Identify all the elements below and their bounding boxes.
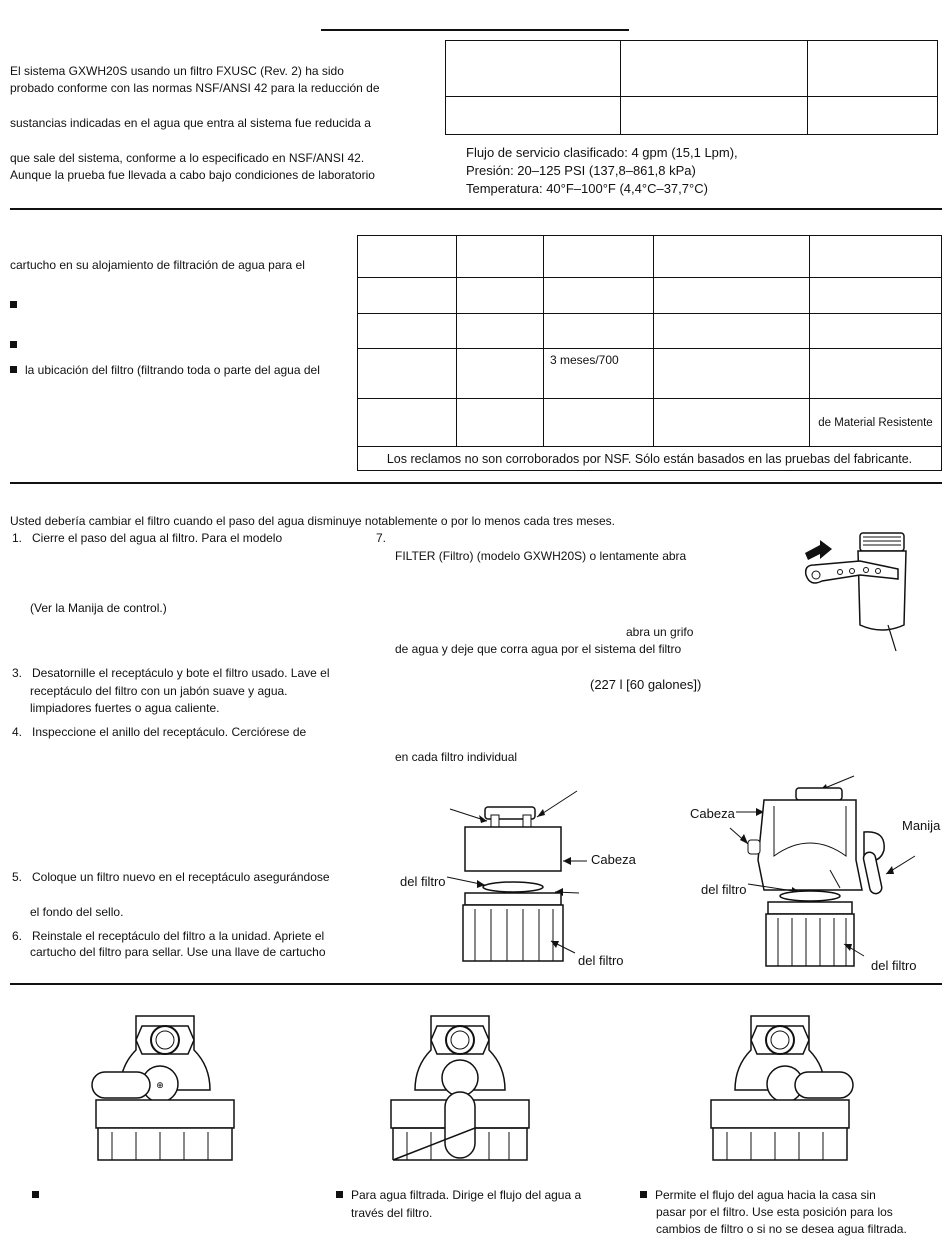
step-6 xyxy=(12,929,324,944)
intro-line-3: sustancias indicadas en el agua que entra al sistema fue reducida a xyxy=(10,116,371,130)
bullet-3-text: la ubicación del filtro (filtrando toda o parte del agua del xyxy=(25,363,320,377)
bullet-3 xyxy=(10,363,320,378)
handle-filter-illustration xyxy=(385,1010,535,1162)
divider-1 xyxy=(10,208,942,210)
step-6-num: 6. xyxy=(12,929,23,943)
handle-off-illustration xyxy=(90,1010,240,1162)
step-7-a: FILTER (Filtro) (modelo GXWH20S) o lentamente abra xyxy=(395,549,687,563)
label-cabeza-right: Cabeza xyxy=(690,806,735,821)
step-7-b: abra un grifo xyxy=(626,625,694,639)
step-6-line-2: cartucho del filtro para sellar. Use una llave de cartucho xyxy=(30,945,326,959)
intro-line-4: que sale del sistema, conforme a lo especificado en NSF/ANSI 42. xyxy=(10,151,365,165)
service-pressure: Presión: 20–125 PSI (137,8–861,8 kPa) xyxy=(466,163,696,178)
step-5-text: Coloque un filtro nuevo en el receptáculo asegurándose xyxy=(32,870,330,884)
step-5-num: 5. xyxy=(12,870,23,884)
reduction-table xyxy=(445,40,938,135)
divider-3 xyxy=(10,983,942,985)
handle-filter-desc xyxy=(336,1188,581,1203)
step-3-line-1: Desatornille el receptáculo y bote el filtro usado. Lave el xyxy=(32,666,330,680)
handle-filter-line-2: través del filtro. xyxy=(351,1206,433,1220)
step-4-num: 4. xyxy=(12,725,23,739)
intro-line-2: probado conforme con las normas NSF/ANSI 42 para la reducción de xyxy=(10,81,380,95)
handle-bypass-line-3: cambios de filtro o si no se desea agua filtrada. xyxy=(656,1222,907,1236)
svg-text:⊕: ⊕ xyxy=(156,1081,164,1091)
cell-months: 3 meses/700 xyxy=(550,353,619,367)
step-1-text: Cierre el paso del agua al filtro. Para el modelo xyxy=(32,531,283,545)
step-7-d: (227 l [60 galones]) xyxy=(590,677,702,692)
label-del-filtro-left-top: del filtro xyxy=(400,874,446,889)
intro-line-1: El sistema GXWH20S usando un filtro FXUSC (Rev. 2) ha sido xyxy=(10,64,344,78)
bullet-1 xyxy=(10,298,25,313)
filter-assembly-illustration xyxy=(690,770,950,970)
step-1-num: 1. xyxy=(12,531,23,545)
label-del-filtro-right-bottom: del filtro xyxy=(871,958,917,973)
step-3-num: 3. xyxy=(12,666,23,680)
step-7-e: en cada filtro individual xyxy=(395,750,518,764)
step-1 xyxy=(12,531,282,546)
replace-intro: Usted debería cambiar el filtro cuando el paso del agua disminuye notablemente o por lo menos cada tres meses. xyxy=(10,514,616,528)
intro-line-5: Aunque la prueba fue llevada a cabo bajo condiciones de laboratorio xyxy=(10,168,375,182)
bullet-2 xyxy=(10,338,25,353)
step-5-b: el fondo del sello. xyxy=(30,905,124,919)
label-del-filtro-left-bottom: del filtro xyxy=(578,953,624,968)
step-3-line-3: limpiadores fuertes o agua caliente. xyxy=(30,701,220,715)
cartridge-line: cartucho en su alojamiento de filtración de agua para el xyxy=(10,258,305,272)
cell-material: de Material Resistente xyxy=(818,416,933,429)
step-3 xyxy=(12,666,330,681)
nsf-note: Los reclamos no son corroborados por NSF. Sólo están basados en las pruebas del fabricante. xyxy=(386,451,913,466)
divider-2 xyxy=(10,482,942,484)
handle-off-bullet xyxy=(32,1188,47,1203)
handle-filter-line-1: Para agua filtrada. Dirige el flujo del agua a xyxy=(351,1188,582,1202)
step-4 xyxy=(12,725,306,740)
label-cabeza-left: Cabeza xyxy=(591,852,636,867)
step-1-ref: (Ver la Manija de control.) xyxy=(30,601,167,615)
handle-bypass-line-2: pasar por el filtro. Use esta posición para los xyxy=(656,1205,893,1219)
step-3-line-2: receptáculo del filtro con un jabón suave y agua. xyxy=(30,684,288,698)
handle-bypass-desc xyxy=(640,1188,876,1203)
label-manija: Manija xyxy=(902,818,941,833)
service-temperature: Temperatura: 40°F–100°F (4,4°C–37,7°C) xyxy=(466,181,708,196)
step-7-c: de agua y deje que corra agua por el sistema del filtro xyxy=(395,642,682,656)
filter-wrench-illustration xyxy=(800,525,910,655)
step-7-num: 7. xyxy=(376,531,387,545)
handle-bypass-illustration xyxy=(705,1010,855,1162)
handle-bypass-line-1: Permite el flujo del agua hacia la casa sin xyxy=(655,1188,876,1202)
label-del-filtro-right-top: del filtro xyxy=(701,882,747,897)
title-underline xyxy=(321,29,629,31)
cartridge-table xyxy=(357,235,942,471)
step-4-text: Inspeccione el anillo del receptáculo. Cerciórese de xyxy=(32,725,307,739)
step-6-line-1: Reinstale el receptáculo del filtro a la unidad. Apriete el xyxy=(32,929,325,943)
service-flow: Flujo de servicio clasificado: 4 gpm (15,1 Lpm), xyxy=(466,145,738,160)
step-5 xyxy=(12,870,330,885)
